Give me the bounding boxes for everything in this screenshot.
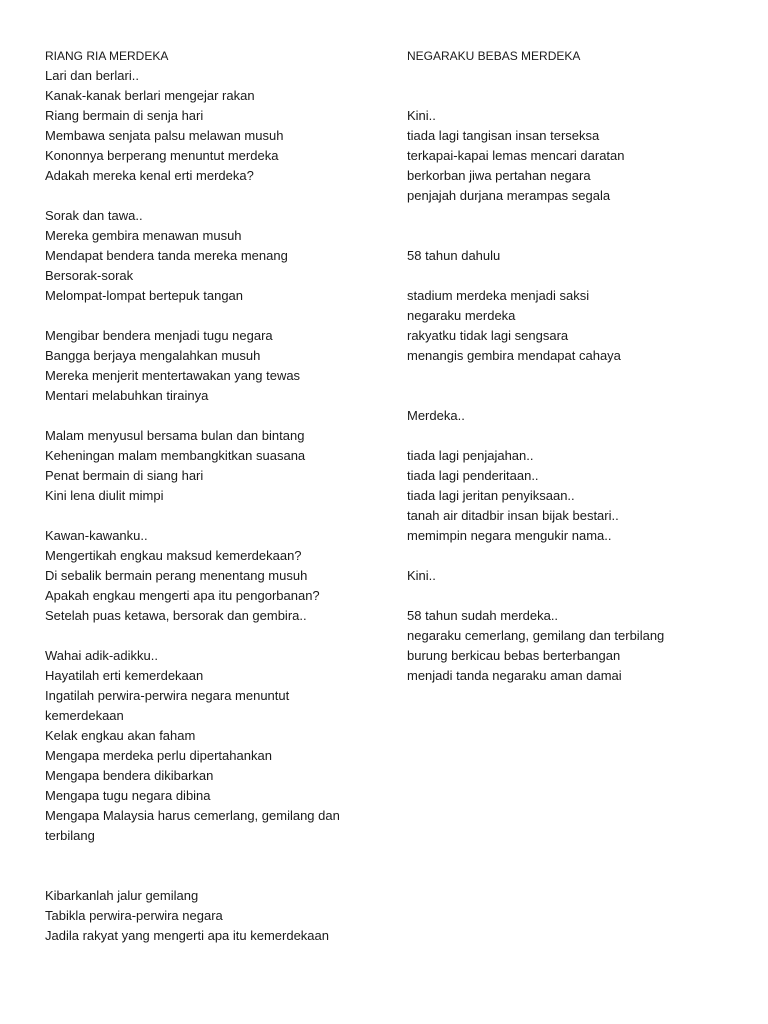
poem-line: Kononnya berperang menuntut merdeka [45, 148, 279, 163]
poem-line: Kibarkanlah jalur gemilang [45, 888, 199, 903]
poem-line: Adakah mereka kenal erti merdeka? [45, 168, 254, 183]
poem-line: Bersorak-sorak [45, 268, 134, 283]
poem-line: Kelak engkau akan faham [45, 728, 196, 743]
poem-line: negaraku merdeka [407, 308, 516, 323]
right-poem-column [407, 46, 737, 686]
blank-line [407, 546, 737, 566]
poem-line: Membawa senjata palsu melawan musuh [45, 128, 284, 143]
poem-line: Riang bermain di senja hari [45, 108, 204, 123]
blank-line [407, 266, 737, 286]
poem-line: Melompat-lompat bertepuk tangan [45, 288, 244, 303]
blank-line [407, 226, 737, 246]
poem-line: memimpin negara mengukir nama.. [407, 528, 612, 543]
blank-line [407, 206, 737, 226]
poem-line: Ingatilah perwira-perwira negara menuntut [45, 688, 290, 703]
left-poem-title: RIANG RIA MERDEKA [45, 49, 169, 63]
poem-line: terkapai-kapai lemas mencari daratan [407, 148, 625, 163]
blank-line [45, 406, 345, 426]
poem-line: Mengapa bendera dikibarkan [45, 768, 214, 783]
poem-line: Kini.. [407, 568, 436, 583]
poem-line: Hayatilah erti kemerdekaan [45, 668, 204, 683]
poem-line: tiada lagi penderitaan.. [407, 468, 539, 483]
poem-line: Merdeka.. [407, 408, 465, 423]
poem-line: 58 tahun dahulu [407, 248, 501, 263]
poem-line: Kawan-kawanku.. [45, 528, 148, 543]
blank-line [45, 626, 345, 646]
poem-line: menangis gembira mendapat cahaya [407, 348, 621, 363]
poem-line: Malam menyusul bersama bulan dan bintang [45, 428, 305, 443]
poem-line: Keheningan malam membangkitkan suasana [45, 448, 306, 463]
poem-line: Kini lena diulit mimpi [45, 488, 164, 503]
poem-line: menjadi tanda negaraku aman damai [407, 668, 622, 683]
poem-line: stadium merdeka menjadi saksi [407, 288, 590, 303]
blank-line [407, 586, 737, 606]
blank-line [407, 86, 737, 106]
poem-line: tiada lagi tangisan insan terseksa [407, 128, 600, 143]
poem-line: tiada lagi penjajahan.. [407, 448, 534, 463]
poem-line: Sorak dan tawa.. [45, 208, 143, 223]
poem-line: Penat bermain di siang hari [45, 468, 204, 483]
blank-line [407, 366, 737, 386]
blank-line [45, 506, 345, 526]
poem-line: Jadila rakyat yang mengerti apa itu kemerdekaan [45, 928, 329, 943]
right-poem-title: NEGARAKU BEBAS MERDEKA [407, 49, 581, 63]
poem-line: terbilang [45, 828, 95, 843]
poem-line: berkorban jiwa pertahan negara [407, 168, 591, 183]
blank-line [45, 186, 345, 206]
poem-line: rakyatku tidak lagi sengsara [407, 328, 569, 343]
poem-line: penjajah durjana merampas segala [407, 188, 611, 203]
poem-line: Mengapa Malaysia harus cemerlang, gemilang dan [45, 808, 340, 823]
poem-line: Apakah engkau mengerti apa itu pengorbanan? [45, 588, 320, 603]
poem-line: Mereka menjerit mentertawakan yang tewas [45, 368, 301, 383]
poem-line: tiada lagi jeritan penyiksaan.. [407, 488, 575, 503]
poem-line: Lari dan berlari.. [45, 68, 139, 83]
blank-line [45, 306, 345, 326]
poem-line: Di sebalik bermain perang menentang musuh [45, 568, 308, 583]
poem-line: Mengapa tugu negara dibina [45, 788, 211, 803]
poem-line: Mengertikah engkau maksud kemerdekaan? [45, 548, 302, 563]
poem-line: Wahai adik-adikku.. [45, 648, 158, 663]
poem-line: Mereka gembira menawan musuh [45, 228, 242, 243]
poem-line: Kini.. [407, 108, 436, 123]
poem-line: Setelah puas ketawa, bersorak dan gembira.. [45, 608, 307, 623]
poem-line: kemerdekaan [45, 708, 124, 723]
poem-line: Kanak-kanak berlari mengejar rakan [45, 88, 255, 103]
blank-line [45, 866, 345, 886]
poem-line: Mendapat bendera tanda mereka menang [45, 248, 288, 263]
poem-line: 58 tahun sudah merdeka.. [407, 608, 559, 623]
poem-line: Mengapa merdeka perlu dipertahankan [45, 748, 272, 763]
poem-line: Tabikla perwira-perwira negara [45, 908, 223, 923]
blank-line [407, 66, 737, 86]
poem-line: Bangga berjaya mengalahkan musuh [45, 348, 261, 363]
blank-line [407, 386, 737, 406]
poem-line: Mengibar bendera menjadi tugu negara [45, 328, 273, 343]
poem-line: tanah air ditadbir insan bijak bestari.. [407, 508, 619, 523]
right-poem-lines [407, 66, 737, 686]
left-poem-column [45, 46, 345, 946]
blank-line [407, 426, 737, 446]
poem-line: burung berkicau bebas berterbangan [407, 648, 621, 663]
left-poem-lines [45, 66, 345, 946]
poem-line: Mentari melabuhkan tirainya [45, 388, 209, 403]
blank-line [45, 846, 345, 866]
poem-line: negaraku cemerlang, gemilang dan terbilang [407, 628, 665, 643]
